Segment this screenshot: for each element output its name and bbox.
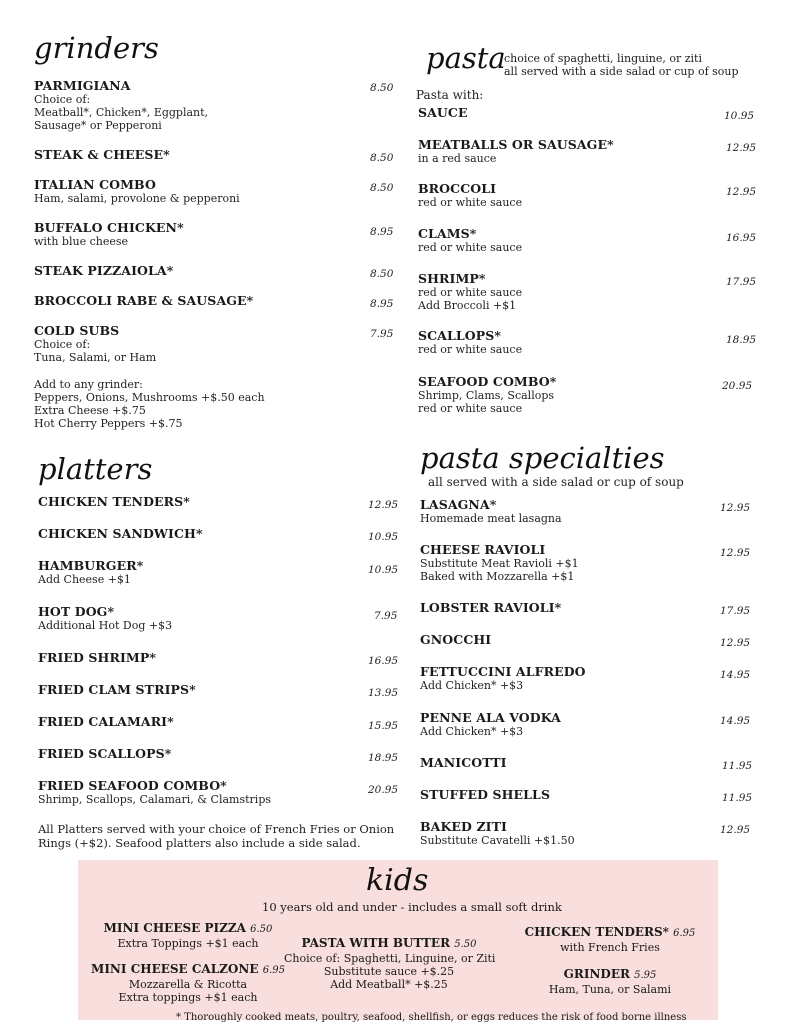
addon-line: Extra Cheese +$.75 [34,404,146,417]
menu-item [420,632,491,647]
item-desc: Extra Toppings +$1 each [117,937,259,950]
item-price: 6.95 [262,965,285,976]
item-price: 8.50 [370,268,394,280]
platters-heading: platters [38,452,153,486]
item-price: 12.95 [368,499,399,511]
item-desc: Choice of: [34,93,91,106]
item-price: 13.95 [368,687,399,699]
item-desc: Ham, salami, provolone & pepperoni [34,192,240,205]
specialties-heading: pasta specialties [420,441,665,475]
item-price: 12.95 [726,142,757,154]
kids-item-tenders [524,925,696,954]
item-name: FRIED SEAFOOD COMBO* [38,778,227,793]
item-price: 10.95 [368,564,399,576]
menu-item [418,328,522,356]
item-price: 8.95 [370,298,394,310]
menu-item [418,271,522,312]
item-desc: Shrimp, Scallops, Calamari, & Clamstrips [38,793,272,806]
item-name: COLD SUBS [34,323,120,338]
item-name: SEAFOOD COMBO* [418,374,557,389]
item-name: PARMIGIANA [34,78,131,93]
item-price: 8.95 [370,226,394,238]
item-desc: red or white sauce [418,241,523,254]
menu-item [38,558,143,586]
menu-item [420,664,586,692]
item-name: HAMBURGER* [38,558,144,573]
note-line: Rings (+$2). Seafood platters also include a side salad. [38,835,361,850]
addon-line: Peppers, Onions, Mushrooms +$.50 each [34,391,265,404]
item-price: 5.95 [634,970,657,981]
item-price: 17.95 [720,605,751,617]
item-name: MANICOTTI [420,755,507,770]
item-name: CHICKEN TENDERS* [524,925,669,939]
kids-item-grinder [524,967,696,996]
item-price: 7.95 [370,328,394,340]
item-desc: Substitute Cavatelli +$1.50 [420,834,575,847]
menu-item [38,650,156,665]
item-price: 8.50 [370,182,394,194]
item-name: GNOCCHI [420,632,492,647]
item-name: MINI CHEESE PIZZA [103,921,246,935]
item-desc: Add Meatball* +$.25 [330,978,448,991]
menu-item [420,542,579,583]
menu-item [34,78,208,132]
menu-item [38,746,171,761]
item-desc: Add Cheese +$1 [38,573,131,586]
item-name: CHEESE RAVIOLI [420,542,546,557]
menu-item [418,374,556,415]
item-desc: Tuna, Salami, or Ham [34,351,157,364]
item-name: FETTUCCINI ALFREDO [420,664,586,679]
menu-item [34,177,240,205]
item-name: STUFFED SHELLS [420,787,551,802]
item-price: 6.50 [250,924,273,935]
pasta-intro: Pasta with: [416,88,484,102]
item-desc: red or white sauce [418,196,523,209]
menu-item [38,714,174,729]
grinder-addons [34,378,265,430]
specialties-subtitle: all served with a side salad or cup of soup [428,475,684,489]
item-name: SCALLOPS* [418,328,502,343]
item-name: FRIED SHRIMP* [38,650,156,665]
item-price: 14.95 [720,669,751,681]
item-desc: Additional Hot Dog +$3 [38,619,173,632]
item-desc: Baked with Mozzarella +$1 [420,570,575,583]
item-desc: Choice of: [34,338,91,351]
menu-item [38,778,271,806]
item-name: ITALIAN COMBO [34,177,156,192]
platters-note [38,823,394,850]
item-desc: Add Chicken* +$3 [420,725,524,738]
menu-item [34,220,184,248]
item-price: 7.95 [374,610,398,622]
menu-item [420,497,562,525]
item-price: 12.95 [720,824,751,836]
item-price: 5.50 [454,939,477,950]
item-desc: red or white sauce [418,402,523,415]
item-desc: Ham, Tuna, or Salami [548,983,672,996]
item-desc: with blue cheese [34,235,129,248]
grinders-heading: grinders [34,31,159,65]
item-desc: red or white sauce [418,286,523,299]
menu-item [38,682,196,697]
item-name: BROCCOLI RABE & SAUSAGE* [34,293,254,308]
item-name: STEAK PIZZAIOLA* [34,263,174,278]
item-name: BAKED ZITI [420,819,507,834]
item-price: 17.95 [726,276,757,288]
menu-item [34,263,173,278]
item-name: CHICKEN TENDERS* [38,494,190,509]
item-desc: Substitute Meat Ravioli +$1 [420,557,579,570]
kids-subtitle: 10 years old and under - includes a small soft drink [262,900,562,914]
menu-item [418,137,614,165]
menu-item [38,604,172,632]
menu-item [418,181,522,209]
item-name: PENNE ALA VODKA [420,710,561,725]
menu-item [420,787,550,802]
item-price: 12.95 [720,547,751,559]
menu-item [34,293,253,308]
menu-item [420,819,575,847]
item-name: FRIED CLAM STRIPS* [38,682,196,697]
item-desc: in a red sauce [418,152,497,165]
item-name: MINI CHEESE CALZONE [91,962,259,976]
item-desc: Substitute sauce +$.25 [323,965,455,978]
item-price: 18.95 [368,752,399,764]
item-name: FRIED CALAMARI* [38,714,174,729]
item-name: BUFFALO CHICKEN* [34,220,184,235]
menu-item [418,226,522,254]
item-desc: Extra toppings +$1 each [118,991,258,1004]
kids-heading: kids [366,863,429,898]
item-name: STEAK & CHEESE* [34,147,170,162]
item-name: BROCCOLI [418,181,497,196]
item-price: 10.95 [724,110,755,122]
item-name: HOT DOG* [38,604,115,619]
addon-line: Add to any grinder: [34,378,143,391]
item-name: SHRIMP* [418,271,486,286]
menu-item [418,105,468,120]
item-price: 8.50 [370,82,394,94]
pasta-heading: pasta [426,41,506,75]
item-desc: Add Chicken* +$3 [420,679,524,692]
item-name: MEATBALLS OR SAUSAGE* [418,137,614,152]
item-price: 12.95 [720,502,751,514]
item-price: 11.95 [722,760,753,772]
item-price: 20.95 [722,380,753,392]
footer-disclaimer: * Thoroughly cooked meats, poultry, seafood, shellfish, or eggs reduces the risk of food borne illness [176,1012,687,1023]
item-desc: Meatball*, Chicken*, Eggplant, [34,106,209,119]
item-name: PASTA WITH BUTTER [301,936,451,950]
item-price: 18.95 [726,334,757,346]
item-desc: Choice of: Spaghetti, Linguine, or Ziti [284,952,496,965]
menu-item [420,710,561,738]
note-line: All Platters served with your choice of French Fries or Onion [38,822,395,836]
kids-item-pasta [284,936,494,991]
item-desc: with French Fries [560,941,660,954]
item-name: SAUCE [418,105,468,120]
item-desc: Shrimp, Clams, Scallops [418,389,555,402]
item-name: LASAGNA* [420,497,497,512]
menu-item [38,526,203,541]
item-price: 12.95 [720,637,751,649]
item-name: LOBSTER RAVIOLI* [420,600,562,615]
item-name: CLAMS* [418,226,477,241]
item-desc: Homemade meat lasagna [420,512,562,525]
item-price: 10.95 [368,531,399,543]
addon-line: Hot Cherry Peppers +$.75 [34,417,183,430]
pasta-subtitle: choice of spaghetti, linguine, or ziti [504,52,702,65]
item-desc: Mozzarella & Ricotta [128,978,248,991]
item-desc: red or white sauce [418,343,523,356]
item-name: GRINDER [563,967,630,981]
item-price: 14.95 [720,715,751,727]
menu-item [420,755,507,770]
item-name: FRIED SCALLOPS* [38,746,172,761]
item-desc: Add Broccoli +$1 [418,299,517,312]
item-price: 15.95 [368,720,399,732]
item-name: CHICKEN SANDWICH* [38,526,203,541]
item-price: 6.95 [673,928,696,939]
menu-item [420,600,561,615]
menu-item [34,323,156,364]
pasta-subtitle: all served with a side salad or cup of soup [504,65,739,78]
item-price: 11.95 [722,792,753,804]
menu-item [38,494,190,509]
item-price: 16.95 [726,232,757,244]
item-price: 16.95 [368,655,399,667]
item-price: 12.95 [726,186,757,198]
item-price: 8.50 [370,152,394,164]
kids-item-calzone [88,962,288,1004]
item-desc: Sausage* or Pepperoni [34,119,162,132]
item-price: 20.95 [368,784,399,796]
menu-item [34,147,170,162]
kids-item-pizza [98,921,278,950]
